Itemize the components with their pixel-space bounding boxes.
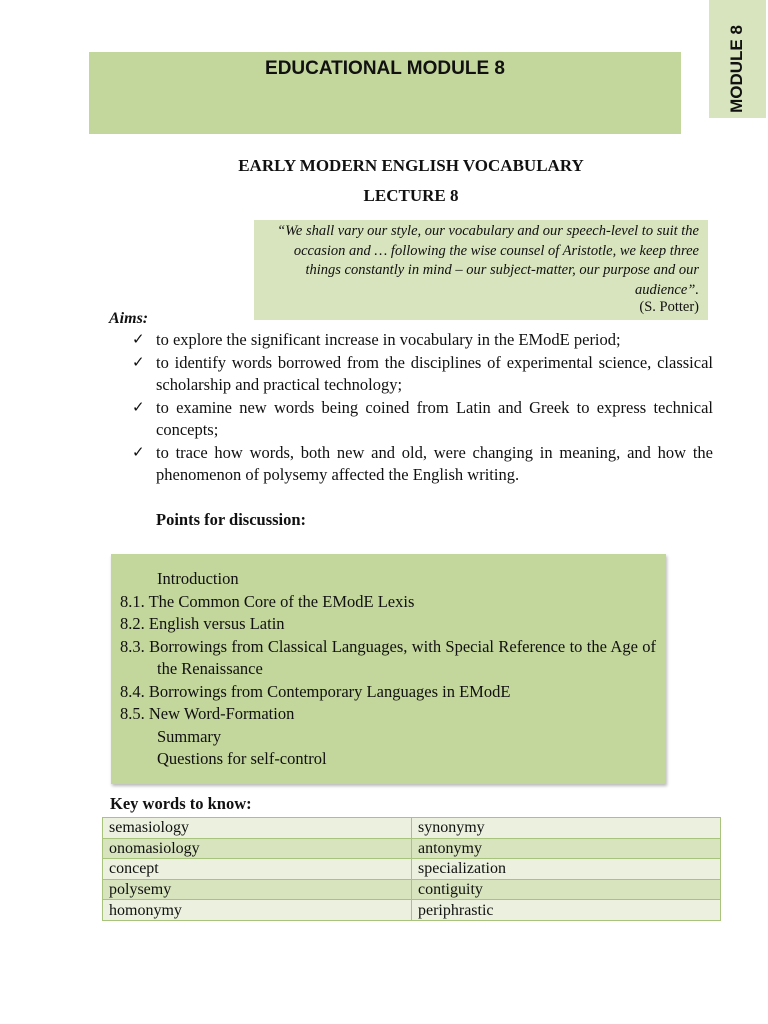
checkmark-icon: ✓ (132, 332, 145, 348)
aim-item (130, 352, 713, 397)
discussion-item: Introduction (157, 569, 239, 588)
table-cell: concept (103, 859, 412, 880)
epigraph-quote: “We shall vary our style, our vocabulary and our speech-level to suit the occasion and … following the wise counsel of Aristotle, we keep three things constantly in mind – our subject-matter, our purpose and our audience”. (277, 223, 699, 298)
table-cell: polysemy (103, 879, 412, 900)
table-cell: homonymy (103, 900, 412, 921)
keywords-table (102, 817, 721, 921)
table-cell: specialization (412, 859, 721, 880)
discussion-label: Points for discussion: (156, 510, 307, 529)
aim-item (130, 442, 713, 487)
table-cell: contiguity (412, 879, 721, 900)
epigraph-attribution: (S. Potter) (639, 299, 699, 315)
page-title: EDUCATIONAL MODULE 8 (265, 58, 505, 79)
keywords-label: Key words to know: (110, 794, 252, 813)
aims-list (130, 329, 713, 487)
table-cell: periphrastic (412, 900, 721, 921)
table-cell: semasiology (103, 818, 412, 839)
discussion-item: 8.4. Borrowings from Contemporary Languages in EModE (120, 681, 511, 701)
discussion-item: Summary (157, 726, 222, 746)
aim-text: to trace how words, both new and old, were changing in meaning, and how the phenomenon of polysemy affected the English writing. (156, 442, 713, 484)
checkmark-icon: ✓ (132, 354, 145, 371)
table-cell: antonymy (412, 838, 721, 859)
lecture-heading: EARLY MODERN ENGLISH VOCABULARY (238, 156, 584, 175)
table-row (103, 838, 721, 859)
discussion-item: 8.3. Borrowings from Classical Languages, with Special Reference to the Age of the Renaissance (120, 636, 656, 678)
discussion-item: 8.5. New Word-Formation (120, 704, 295, 723)
discussion-item: Questions for self-control (157, 749, 327, 768)
discussion-list (120, 568, 656, 771)
aims-label: Aims: (109, 310, 149, 327)
table-row (103, 879, 721, 900)
aim-text: to identify words borrowed from the disciplines of experimental science, classical scholarship and practical technology; (156, 352, 713, 394)
module-side-tab-label: MODULE 8 (727, 25, 746, 113)
aim-text: to examine new words being coined from Latin and Greek to express technical concepts; (156, 397, 713, 439)
checkmark-icon: ✓ (132, 399, 145, 416)
table-row (103, 818, 721, 839)
aim-text: to explore the significant increase in vocabulary in the EModE period; (156, 330, 621, 349)
table-row (103, 900, 721, 921)
table-cell: synonymy (412, 818, 721, 839)
lecture-number: LECTURE 8 (363, 186, 459, 205)
checkmark-icon: ✓ (132, 444, 145, 461)
table-row (103, 859, 721, 880)
table-cell: onomasiology (103, 838, 412, 859)
aim-item (130, 397, 713, 442)
aim-item (130, 329, 713, 352)
discussion-item: 8.1. The Common Core of the EModE Lexis (120, 591, 415, 611)
discussion-item: 8.2. English versus Latin (120, 614, 285, 633)
